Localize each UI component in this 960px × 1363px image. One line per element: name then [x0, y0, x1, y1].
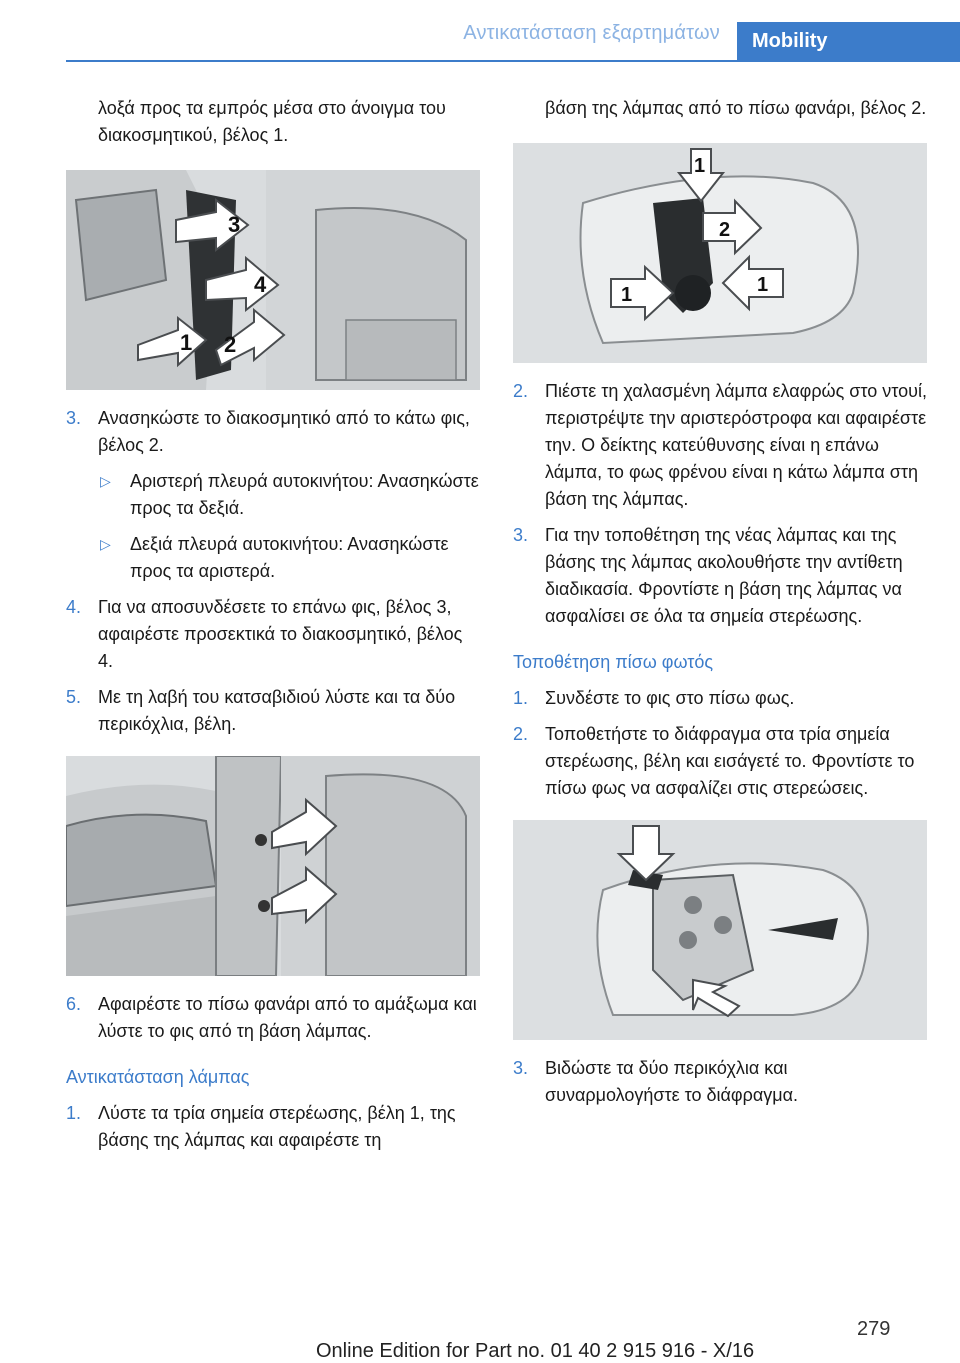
step-text: Βιδώστε τα δύο περικόχλια και συναρμολογήστε το διάφραγμα.	[545, 1058, 799, 1105]
step-number: 3.	[66, 408, 82, 428]
step-number: 2.	[513, 381, 529, 401]
edition-footer: Online Edition for Part no. 01 40 2 915 916 - X/16	[316, 1340, 755, 1362]
figure1-label-1: 1	[180, 330, 193, 355]
figure1-label-4: 4	[254, 272, 267, 297]
step-number: 4.	[66, 597, 82, 617]
install-step-3	[513, 1055, 927, 1109]
left-intro-text: λοξά προς τα εμπρός μέσα στο άνοιγμα του διακοσμητικού, βέλος 1.	[98, 98, 446, 145]
step-number: 5.	[66, 687, 82, 707]
figure2-label-1-right: 1	[757, 274, 769, 296]
sub-item-right-side	[66, 531, 480, 585]
figure1-label-2: 2	[224, 332, 237, 357]
step-number: 1.	[513, 688, 529, 708]
right-step-2	[513, 378, 927, 513]
step-text: Λύστε τα τρία σημεία στερέωσης, βέλη 1, της βάσης της λάμπας και αφαιρέστε τη	[98, 1103, 456, 1150]
step-number: 3.	[513, 525, 529, 545]
trim-removal-illustration	[66, 170, 480, 390]
step-text: Πιέστε τη χαλασμένη λάμπα ελαφρώς στο ντουί, περιστρέψτε την αριστερόστροφα και αφαιρέστε την. Ο δείκτης κατεύθυνσης είναι η επάνω λάμπα, το φως φρένου είναι η κάτω λάμπα στη βάση της λάμπας.	[545, 381, 927, 509]
figure2-label-2: 2	[719, 219, 731, 241]
right-intro-text: βάση της λάμπας από το πίσω φανάρι, βέλος 2.	[545, 98, 927, 118]
step-text: Αφαιρέστε το πίσω φανάρι από το αμάξωμα και λύστε το φις από τη βάση λάμπας.	[98, 994, 477, 1041]
subheading-lamp-replacement: Αντικατάσταση λάμπας	[66, 1067, 250, 1087]
step-number: 6.	[66, 994, 82, 1014]
header-rule	[66, 60, 737, 62]
step-text: Για την τοποθέτηση της νέας λάμπας και της βάσης της λάμπας ακολουθήστε την αντίθετη διαδικασία. Φροντίστε η βάση της λάμπας να ασφαλίσει σε όλα τα σημεία στερέωσης.	[545, 525, 903, 626]
step-4	[66, 594, 480, 675]
install-step-2	[513, 721, 927, 802]
step-text: Για να αποσυνδέσετε το επάνω φις, βέλος 3, αφαιρέστε προσεκτικά το διακοσμητικό, βέλος 4.	[98, 597, 463, 671]
page-header	[0, 0, 960, 62]
step-number: 1.	[66, 1103, 82, 1123]
chapter-tab: Mobility	[737, 22, 960, 62]
triangle-bullet-icon: ▷	[100, 536, 111, 552]
step-text: Συνδέστε το φις στο πίσω φως.	[545, 688, 795, 708]
page-number: 279	[857, 1318, 891, 1340]
diaphragm-illustration	[513, 820, 927, 1040]
step-number: 3.	[513, 1058, 529, 1078]
figure2-label-1-top: 1	[694, 155, 706, 177]
triangle-bullet-icon: ▷	[100, 473, 111, 489]
lamp-step-1	[66, 1100, 480, 1154]
step-3	[66, 405, 480, 459]
figure-trim-removal	[66, 170, 480, 390]
step-number: 2.	[513, 724, 529, 744]
subheading-install-rear-light: Τοποθέτηση πίσω φωτός	[513, 652, 714, 672]
right-column	[513, 95, 927, 1109]
nuts-removal-illustration	[66, 756, 480, 976]
sub-item-text: Αριστερή πλευρά αυτοκινήτου: Ανασηκώστε προς τα δεξιά.	[130, 471, 479, 518]
step-text: Ανασηκώστε το διακοσμητικό από το κάτω φις, βέλος 2.	[98, 408, 470, 455]
section-title: Αντικατάσταση εξαρτημάτων	[463, 22, 720, 44]
step-6	[66, 991, 480, 1045]
left-column	[66, 95, 480, 1154]
lamp-socket-illustration	[513, 143, 927, 363]
step-5	[66, 684, 480, 738]
step-text: Με τη λαβή του κατσαβιδιού λύστε και τα δύο περικόχλια, βέλη.	[98, 687, 456, 734]
right-step-3	[513, 522, 927, 630]
figure1-label-3: 3	[228, 212, 241, 237]
figure-lamp-socket	[513, 143, 927, 363]
figure2-label-1-left: 1	[621, 284, 633, 306]
step-text: Τοποθετήστε το διάφραγμα στα τρία σημεία στερέωσης, βέλη και εισάγετέ το. Φροντίστε το πίσω φως να ασφαλίζει στις στερεώσεις.	[545, 724, 915, 798]
sub-item-left-side	[66, 468, 480, 522]
install-step-1	[513, 685, 927, 712]
figure-diaphragm	[513, 820, 927, 1040]
figure-nuts-removal	[66, 756, 480, 976]
sub-item-text: Δεξιά πλευρά αυτοκινήτου: Ανασηκώστε προς τα αριστερά.	[130, 534, 449, 581]
